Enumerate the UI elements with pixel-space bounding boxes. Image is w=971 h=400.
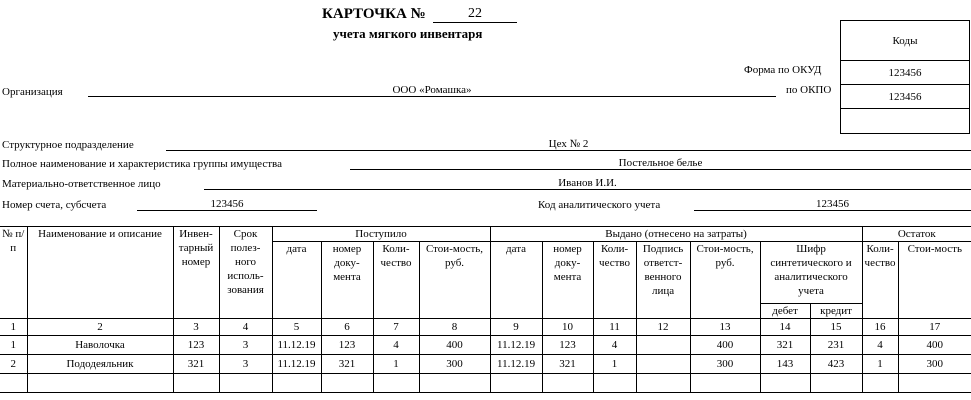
cell: 423 — [810, 355, 862, 374]
org-value: ООО «Ромашка» — [88, 84, 776, 97]
cell — [27, 374, 173, 393]
col-number: 11 — [593, 319, 636, 336]
cell: Наволочка — [27, 336, 173, 355]
col-number: 14 — [760, 319, 810, 336]
header-issued: Выдано (отнесено на затраты) — [490, 227, 862, 242]
col-number: 16 — [862, 319, 898, 336]
header-balance-qty: Коли-чество — [862, 242, 898, 319]
cell — [490, 374, 542, 393]
cell — [690, 374, 760, 393]
col-number: 17 — [898, 319, 971, 336]
account-value: 123456 — [137, 198, 317, 211]
cell — [542, 374, 593, 393]
header-received: Поступило — [272, 227, 490, 242]
okud-label: Форма по ОКУД — [744, 64, 822, 76]
table-row-empty — [0, 374, 971, 393]
cell: 1 — [0, 336, 27, 355]
person-value: Иванов И.И. — [204, 177, 971, 190]
cell — [862, 374, 898, 393]
col-number: 5 — [272, 319, 321, 336]
header-signature: Подпись ответст-венного лица — [636, 242, 690, 319]
cell: 300 — [419, 355, 490, 374]
col-number: 9 — [490, 319, 542, 336]
header-date-issued: дата — [490, 242, 542, 319]
cell: 2 — [0, 355, 27, 374]
cell: 300 — [898, 355, 971, 374]
cell: Пододеяльник — [27, 355, 173, 374]
group-value: Постельное белье — [350, 157, 971, 170]
card-title: КАРТОЧКА № — [322, 6, 426, 22]
analytic-value: 123456 — [694, 198, 971, 211]
cell: 11.12.19 — [490, 336, 542, 355]
cell: 4 — [593, 336, 636, 355]
table-row — [0, 355, 971, 374]
cell: 1 — [373, 355, 419, 374]
header-credit: кредит — [810, 304, 862, 319]
unit-value: Цех № 2 — [166, 138, 971, 151]
account-label: Номер счета, субсчета — [2, 199, 107, 211]
col-number: 4 — [219, 319, 272, 336]
cell: 11.12.19 — [490, 355, 542, 374]
codes-table — [840, 20, 970, 134]
cell — [419, 374, 490, 393]
header-qty-issued: Коли-чество — [593, 242, 636, 319]
cell: 123 — [542, 336, 593, 355]
cell — [593, 374, 636, 393]
codes-header: Коды — [841, 21, 970, 61]
col-number: 6 — [321, 319, 373, 336]
header-cost-issued: Стои-мость, руб. — [690, 242, 760, 319]
cell — [636, 355, 690, 374]
col-number: 12 — [636, 319, 690, 336]
col-number: 1 — [0, 319, 27, 336]
cell — [272, 374, 321, 393]
cell — [0, 374, 27, 393]
header-term: Срок полез-ного исполь-зования — [219, 227, 272, 319]
header-num: № п/п — [0, 227, 27, 319]
cell — [373, 374, 419, 393]
card-number: 22 — [433, 6, 517, 23]
cell: 400 — [419, 336, 490, 355]
cell: 11.12.19 — [272, 336, 321, 355]
cell — [898, 374, 971, 393]
cell: 3 — [219, 355, 272, 374]
col-number: 2 — [27, 319, 173, 336]
cell: 143 — [760, 355, 810, 374]
header-qty-received: Коли-чество — [373, 242, 419, 319]
header-inv: Инвен-тарный номер — [173, 227, 219, 319]
col-number: 3 — [173, 319, 219, 336]
cell: 4 — [373, 336, 419, 355]
header-debit: дебет — [760, 304, 810, 319]
col-number: 7 — [373, 319, 419, 336]
header-date-received: дата — [272, 242, 321, 319]
header-docnum-issued: номер доку-мента — [542, 242, 593, 319]
person-label: Материально-ответственное лицо — [2, 178, 161, 190]
cell — [636, 374, 690, 393]
header-cipher: Шифр синтетического и аналитического учета — [760, 242, 862, 304]
cell — [636, 336, 690, 355]
col-number: 15 — [810, 319, 862, 336]
cell: 400 — [690, 336, 760, 355]
header-docnum-received: номер доку-мента — [321, 242, 373, 319]
cell: 1 — [593, 355, 636, 374]
unit-label: Структурное подразделение — [2, 139, 134, 151]
cell — [219, 374, 272, 393]
okud-value: 123456 — [841, 61, 970, 85]
okpo-label: по ОКПО — [786, 84, 832, 96]
column-number-row — [0, 319, 971, 336]
cell — [760, 374, 810, 393]
codes-empty-cell — [841, 109, 970, 134]
cell: 321 — [321, 355, 373, 374]
cell — [810, 374, 862, 393]
col-number: 13 — [690, 319, 760, 336]
cell — [173, 374, 219, 393]
cell: 123 — [321, 336, 373, 355]
header-balance: Остаток — [862, 227, 971, 242]
group-label: Полное наименование и характеристика группы имущества — [2, 158, 282, 170]
cell — [321, 374, 373, 393]
header-cost-received: Стои-мость, руб. — [419, 242, 490, 319]
cell: 321 — [760, 336, 810, 355]
cell: 400 — [898, 336, 971, 355]
cell: 231 — [810, 336, 862, 355]
cell: 11.12.19 — [272, 355, 321, 374]
cell: 321 — [542, 355, 593, 374]
cell: 1 — [862, 355, 898, 374]
cell: 3 — [219, 336, 272, 355]
cell: 321 — [173, 355, 219, 374]
card-subtitle: учета мягкого инвентаря — [333, 26, 483, 41]
analytic-label: Код аналитического учета — [538, 199, 661, 211]
org-label: Организация — [2, 86, 63, 98]
cell: 300 — [690, 355, 760, 374]
okpo-value: 123456 — [841, 85, 970, 109]
table-row — [0, 336, 971, 355]
col-number: 10 — [542, 319, 593, 336]
cell: 4 — [862, 336, 898, 355]
header-balance-cost: Стои-мость — [898, 242, 971, 319]
col-number: 8 — [419, 319, 490, 336]
header-name: Наименование и описание — [27, 227, 173, 319]
cell: 123 — [173, 336, 219, 355]
inventory-table — [0, 226, 971, 393]
